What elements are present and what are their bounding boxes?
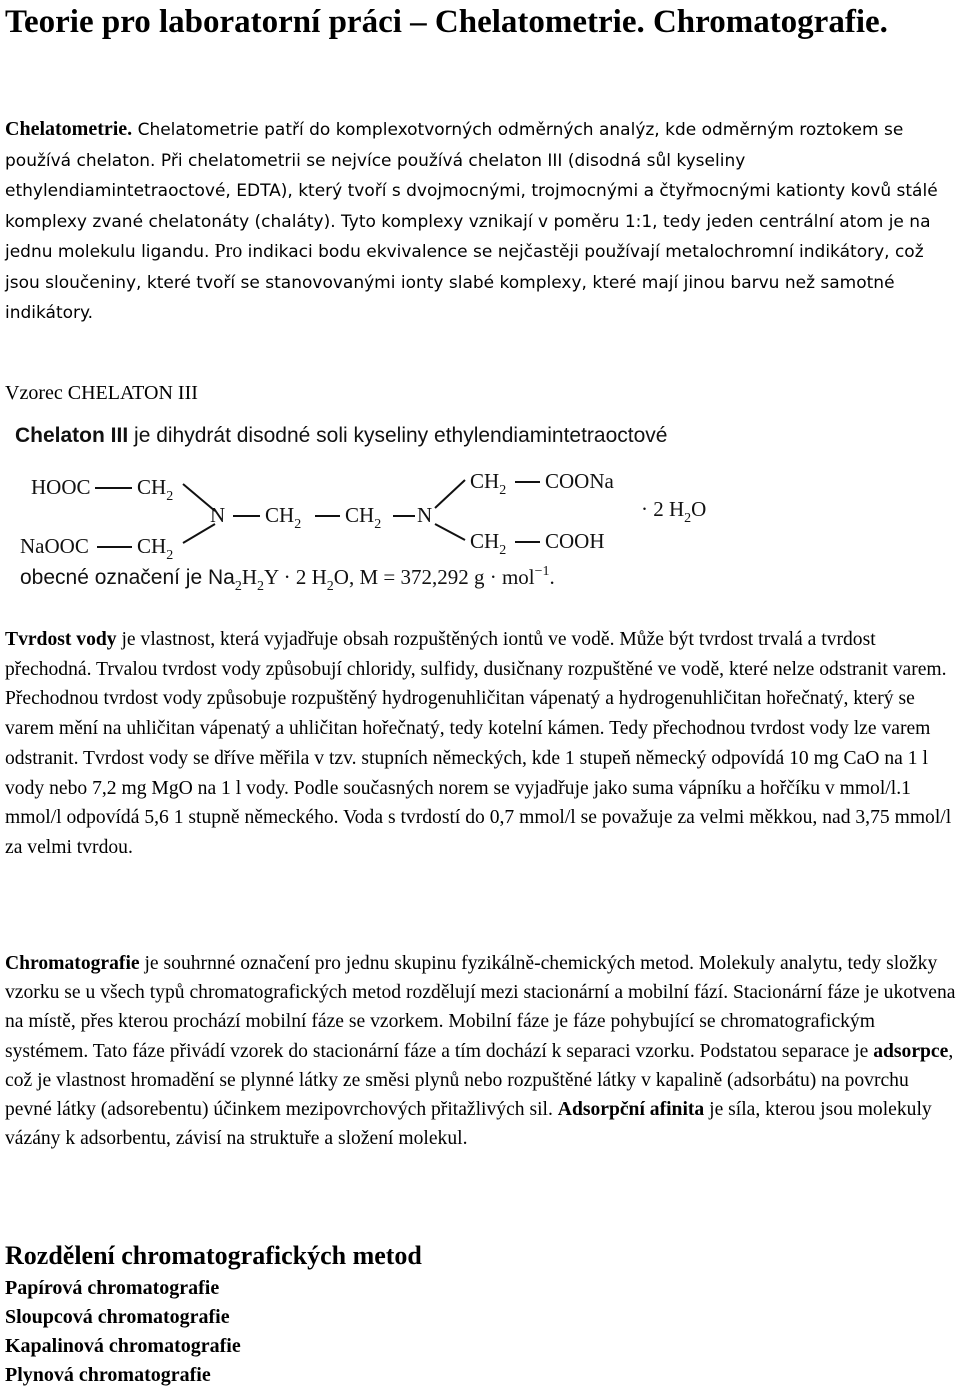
document-page <box>5 0 957 1386</box>
cooh-group: COOH <box>545 529 605 553</box>
ch2-right-bottom: $CH_2$ <box>470 529 507 558</box>
afinita-term: Adsorpční afinita <box>557 1099 705 1121</box>
tvrdost-paragraph <box>5 625 957 863</box>
list-item: Papírová chromatografie <box>5 1277 220 1299</box>
methods-list <box>5 1274 241 1390</box>
tvrdost-text: je vlastnost, která vyjadřuje obsah rozpuštěných iontů ve vodě. Může být tvrdost trvalá a tvrdost přechodná. Trvalou tvrdost vody způsobují chloridy, sulfidy, dusičnany rozpuštěné ve vodě, které nelze odstranit varem. Přechodnou tvrdost vody způsobuje rozpuštěný hydrogenuhličitan vápenatý a hydrogenuhličitan hořečnatý, který se varem mění na uhličitan vápenatý a uhličitan hořečnatý, tedy kotelní kámen. Tedy přechodnou tvrdost vody lze varem odstranit. Tvrdost vody se dříve měřila v tzv. stupních německých, kde 1 stupeň německý odpovídá 10 mg CaO na 1 l vody nebo 7,2 mg MgO na 1 l vody. Podle současných norem se vyjadřuje jako suma vápníku a hořčíku v mmol/l.1 mmol/l odpovídá 5,6 1 stupně německého. Voda s tvrdostí do 0,7 mmol/l se považuje za velmi měkkou, nad 3,75 mmol/l za velmi tvrdou. <box>5 629 952 858</box>
water-of-hydration: · 2 $H_2O$ <box>641 497 707 526</box>
chelatometrie-text-1: Chelatometrie patří do komplexotvorných odměrných analýz, kde odměrným roztokem se používá chelaton. <box>5 120 904 171</box>
ch2-left-top: $CH_2$ <box>137 475 174 504</box>
chromatografie-text-2: , což je vlastnost hromadění se plynné látky ze směsi plynů nebo rozpuštěné látky v kapalině (adsorbátu) na povrchu pevné látky (adsorebentu) účinkem mezipovrchových přitažlivých sil. <box>5 1040 954 1121</box>
adsorpce-term: adsorpce <box>873 1040 949 1062</box>
chelatometrie-heading: Chelatometrie. <box>5 118 133 140</box>
chelatometrie-text-4: indikaci bodu ekvivalence se nejčastěji používají metalochromní indikátory, což jsou sloučeniny, které tvoří se stanovovanými ionty slabé komplexy, které mají jinou barvu než samotné indikátory. <box>5 242 924 323</box>
list-item: Kapalinová chromatografie <box>5 1335 241 1357</box>
ch2-right-top: $CH_2$ <box>470 469 507 498</box>
nitrogen-right: N <box>417 503 433 527</box>
chromatografie-paragraph <box>5 949 957 1153</box>
chromatografie-text-1: je souhrnné označení pro jednu skupinu fyzikálně-chemických metod. Molekuly analytu, tedy složky vzorku se u všech typů chromatografických metod rozdělují mezi stacionární a mobilní fází. Stacionární fáze je ukotvena na místě, přes kterou prochází mobilní fáze se vzorkem. Mobilní fáze je fáze pohybující se chromatografickým systémem. Tato fáze přivádí vzorek do stacionární fáze a tím dochází k separaci vzorku. Podstatou separace je <box>5 953 956 1062</box>
naooc-group: NaOOC <box>20 534 89 558</box>
hooc-group: HOOC <box>31 475 91 499</box>
chelaton-structure-figure <box>15 416 755 601</box>
ch2-left-bottom: $CH_2$ <box>137 534 174 563</box>
tvrdost-heading: Tvrdost vody <box>5 629 117 650</box>
list-item: Sloupcová chromatografie <box>5 1306 230 1328</box>
page-title: Teorie pro laboratorní práci – Chelatometrie. Chromatografie. <box>5 4 888 40</box>
chelatometrie-text-2: Při chelatometrii se nejvíce používá chelaton III (disodná sůl kyseliny ethylendiamintetraoctové, EDTA), který tvoří s dvojmocnými, trojmocnými a čtyřmocnými kationty kovů stálé komplexy zvané chelatonáty (chaláty). Tyto komplexy vznikají v poměru 1:1, tedy jeden centrální atom je na jednu molekulu ligandu. <box>5 150 938 262</box>
general-formula: obecné označení je $Na_2H_2Y \cdot 2$ $H_2O$, M = 372,292 g · mol$^{-1}$. <box>20 564 555 594</box>
list-item: Plynová chromatografie <box>5 1364 211 1386</box>
chelatometrie-paragraph <box>5 115 957 329</box>
ch2-middle-2: $CH_2$ <box>345 503 382 532</box>
ch2-middle-1: $CH_2$ <box>265 503 302 532</box>
rozdeleni-heading: Rozdělení chromatografických metod <box>5 1241 422 1270</box>
figure-caption: Chelaton III je dihydrát disodné soli kyseliny ethylendiamintetraoctové <box>15 424 668 447</box>
nitrogen-left: N <box>210 503 226 527</box>
chromatografie-heading: Chromatografie <box>5 953 140 974</box>
chromatografie-text-3: je síla, kterou jsou molekuly vázány k adsorbentu, závisí na struktuře a složení molekul. <box>5 1099 932 1150</box>
coona-group: COONa <box>545 469 614 493</box>
chelatometrie-text-3: Pro <box>209 240 243 262</box>
vzorec-label: Vzorec CHELATON III <box>5 382 198 404</box>
